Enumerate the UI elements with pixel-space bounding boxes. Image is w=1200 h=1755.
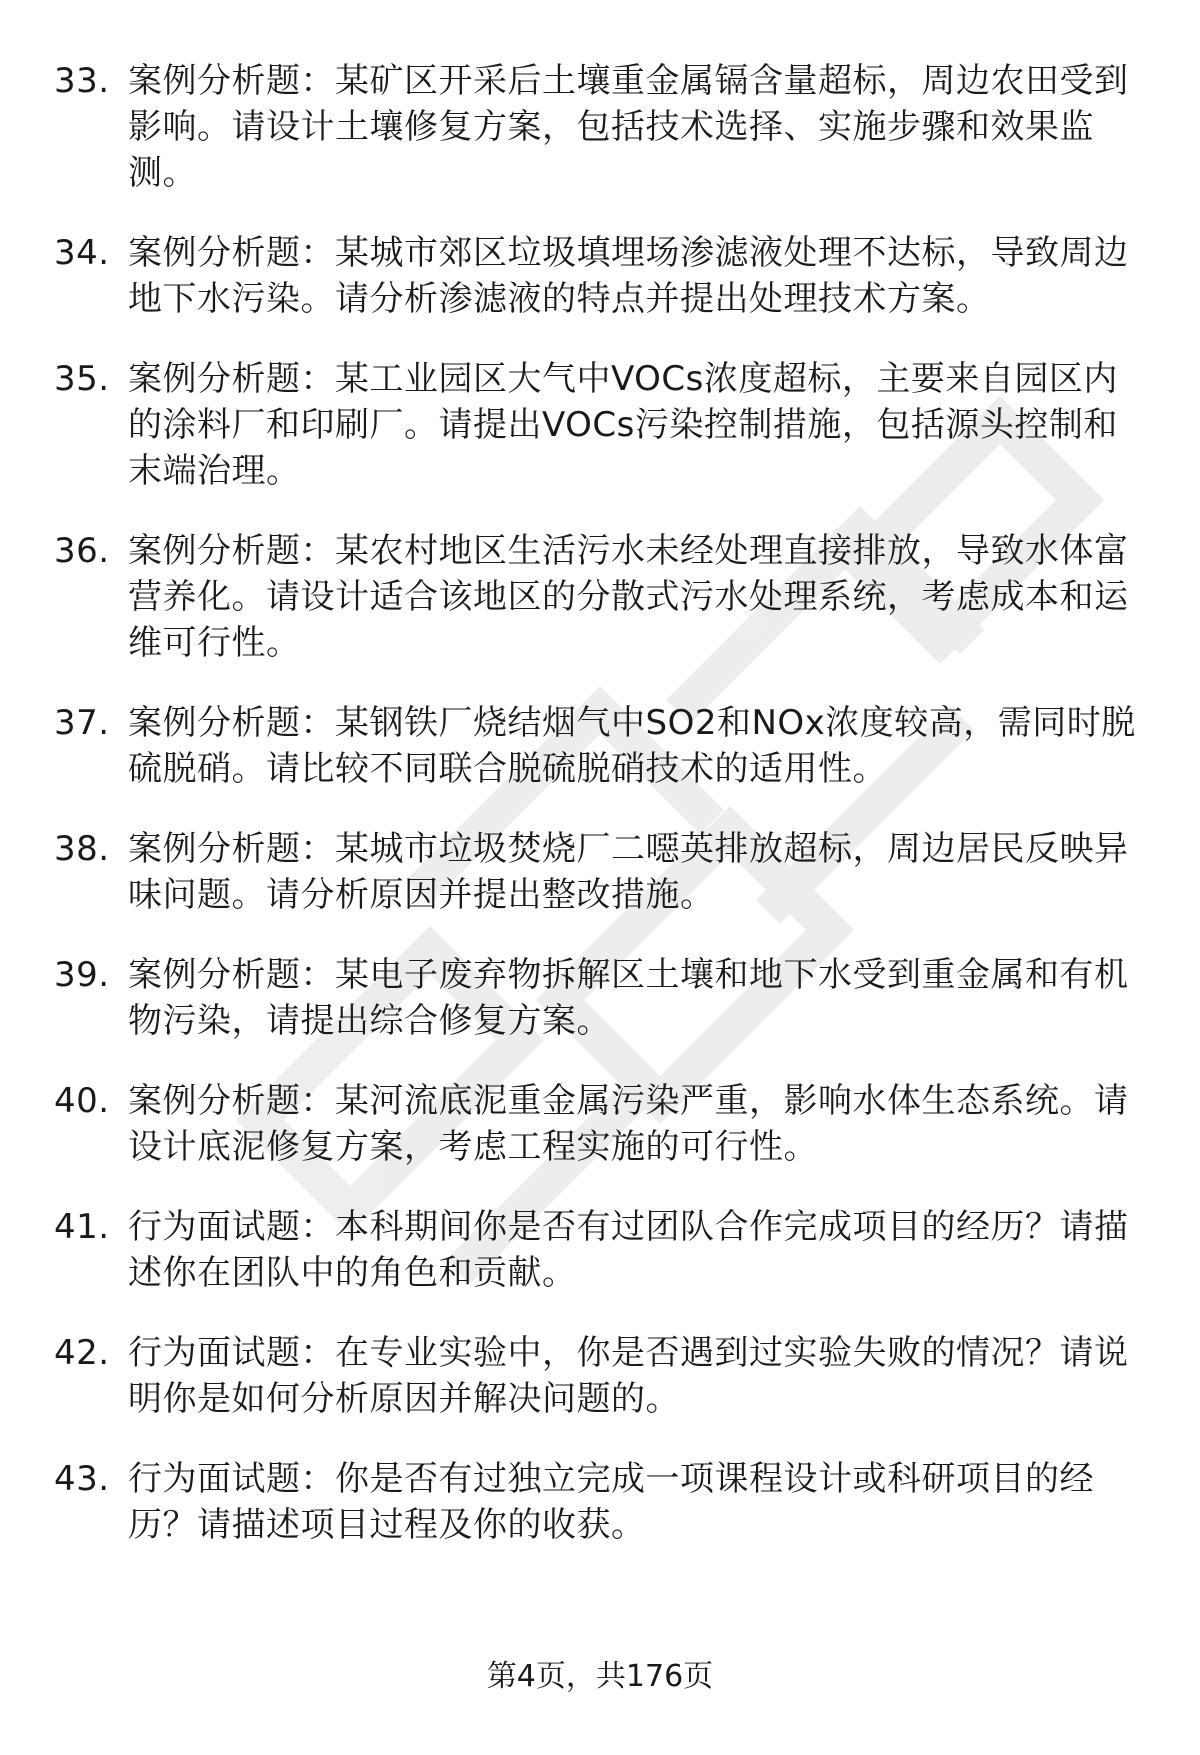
question-text: 行为面试题：本科期间你是否有过团队合作完成项目的经历？请描述你在团队中的角色和贡献。 [128, 1207, 1129, 1293]
question-item [0, 58, 1200, 196]
question-number: 33. [54, 61, 110, 101]
question-number: 35. [54, 359, 110, 399]
question-text: 案例分析题：某城市垃圾焚烧厂二噁英排放超标，周边居民反映异味问题。请分析原因并提出整改措施。 [128, 829, 1129, 915]
question-text: 案例分析题：某矿区开采后土壤重金属镉含量超标，周边农田受到影响。请设计土壤修复方案，包括技术选择、实施步骤和效果监测。 [128, 61, 1129, 193]
question-item [0, 1204, 1200, 1296]
question-item [0, 230, 1200, 322]
question-number: 37. [54, 703, 110, 743]
question-text: 案例分析题：某钢铁厂烧结烟气中SO2和NOx浓度较高，需同时脱硫脱硝。请比较不同联合脱硫脱硝技术的适用性。 [128, 703, 1136, 789]
question-text: 案例分析题：某城市郊区垃圾填埋场渗滤液处理不达标，导致周边地下水污染。请分析渗滤液的特点并提出处理技术方案。 [128, 233, 1129, 319]
question-item [0, 1330, 1200, 1422]
question-item [0, 1078, 1200, 1170]
question-text: 案例分析题：某农村地区生活污水未经处理直接排放，导致水体富营养化。请设计适合该地区的分散式污水处理系统，考虑成本和运维可行性。 [128, 531, 1129, 663]
page-number-label: 第4页，共176页 [486, 1659, 714, 1694]
page-footer [0, 1657, 1200, 1697]
question-text: 案例分析题：某电子废弃物拆解区土壤和地下水受到重金属和有机物污染，请提出综合修复方案。 [128, 955, 1129, 1041]
question-text: 案例分析题：某工业园区大气中VOCs浓度超标，主要来自园区内的涂料厂和印刷厂。请提出VOCs污染控制措施，包括源头控制和末端治理。 [128, 359, 1118, 491]
question-number: 36. [54, 531, 110, 571]
question-item [0, 700, 1200, 792]
question-item [0, 356, 1200, 494]
question-number: 43. [54, 1459, 110, 1499]
question-number: 34. [54, 233, 110, 273]
question-item [0, 1456, 1200, 1548]
question-item [0, 952, 1200, 1044]
question-number: 42. [54, 1333, 110, 1373]
question-number: 41. [54, 1207, 110, 1247]
question-text: 行为面试题：在专业实验中，你是否遇到过实验失败的情况？请说明你是如何分析原因并解决问题的。 [128, 1333, 1129, 1419]
question-number: 40. [54, 1081, 110, 1121]
question-list [0, 58, 1200, 1582]
question-item [0, 528, 1200, 666]
question-text: 行为面试题：你是否有过独立完成一项课程设计或科研项目的经历？请描述项目过程及你的收获。 [128, 1459, 1094, 1545]
question-item [0, 826, 1200, 918]
question-text: 案例分析题：某河流底泥重金属污染严重，影响水体生态系统。请设计底泥修复方案，考虑工程实施的可行性。 [128, 1081, 1129, 1167]
question-number: 39. [54, 955, 110, 995]
question-number: 38. [54, 829, 110, 869]
